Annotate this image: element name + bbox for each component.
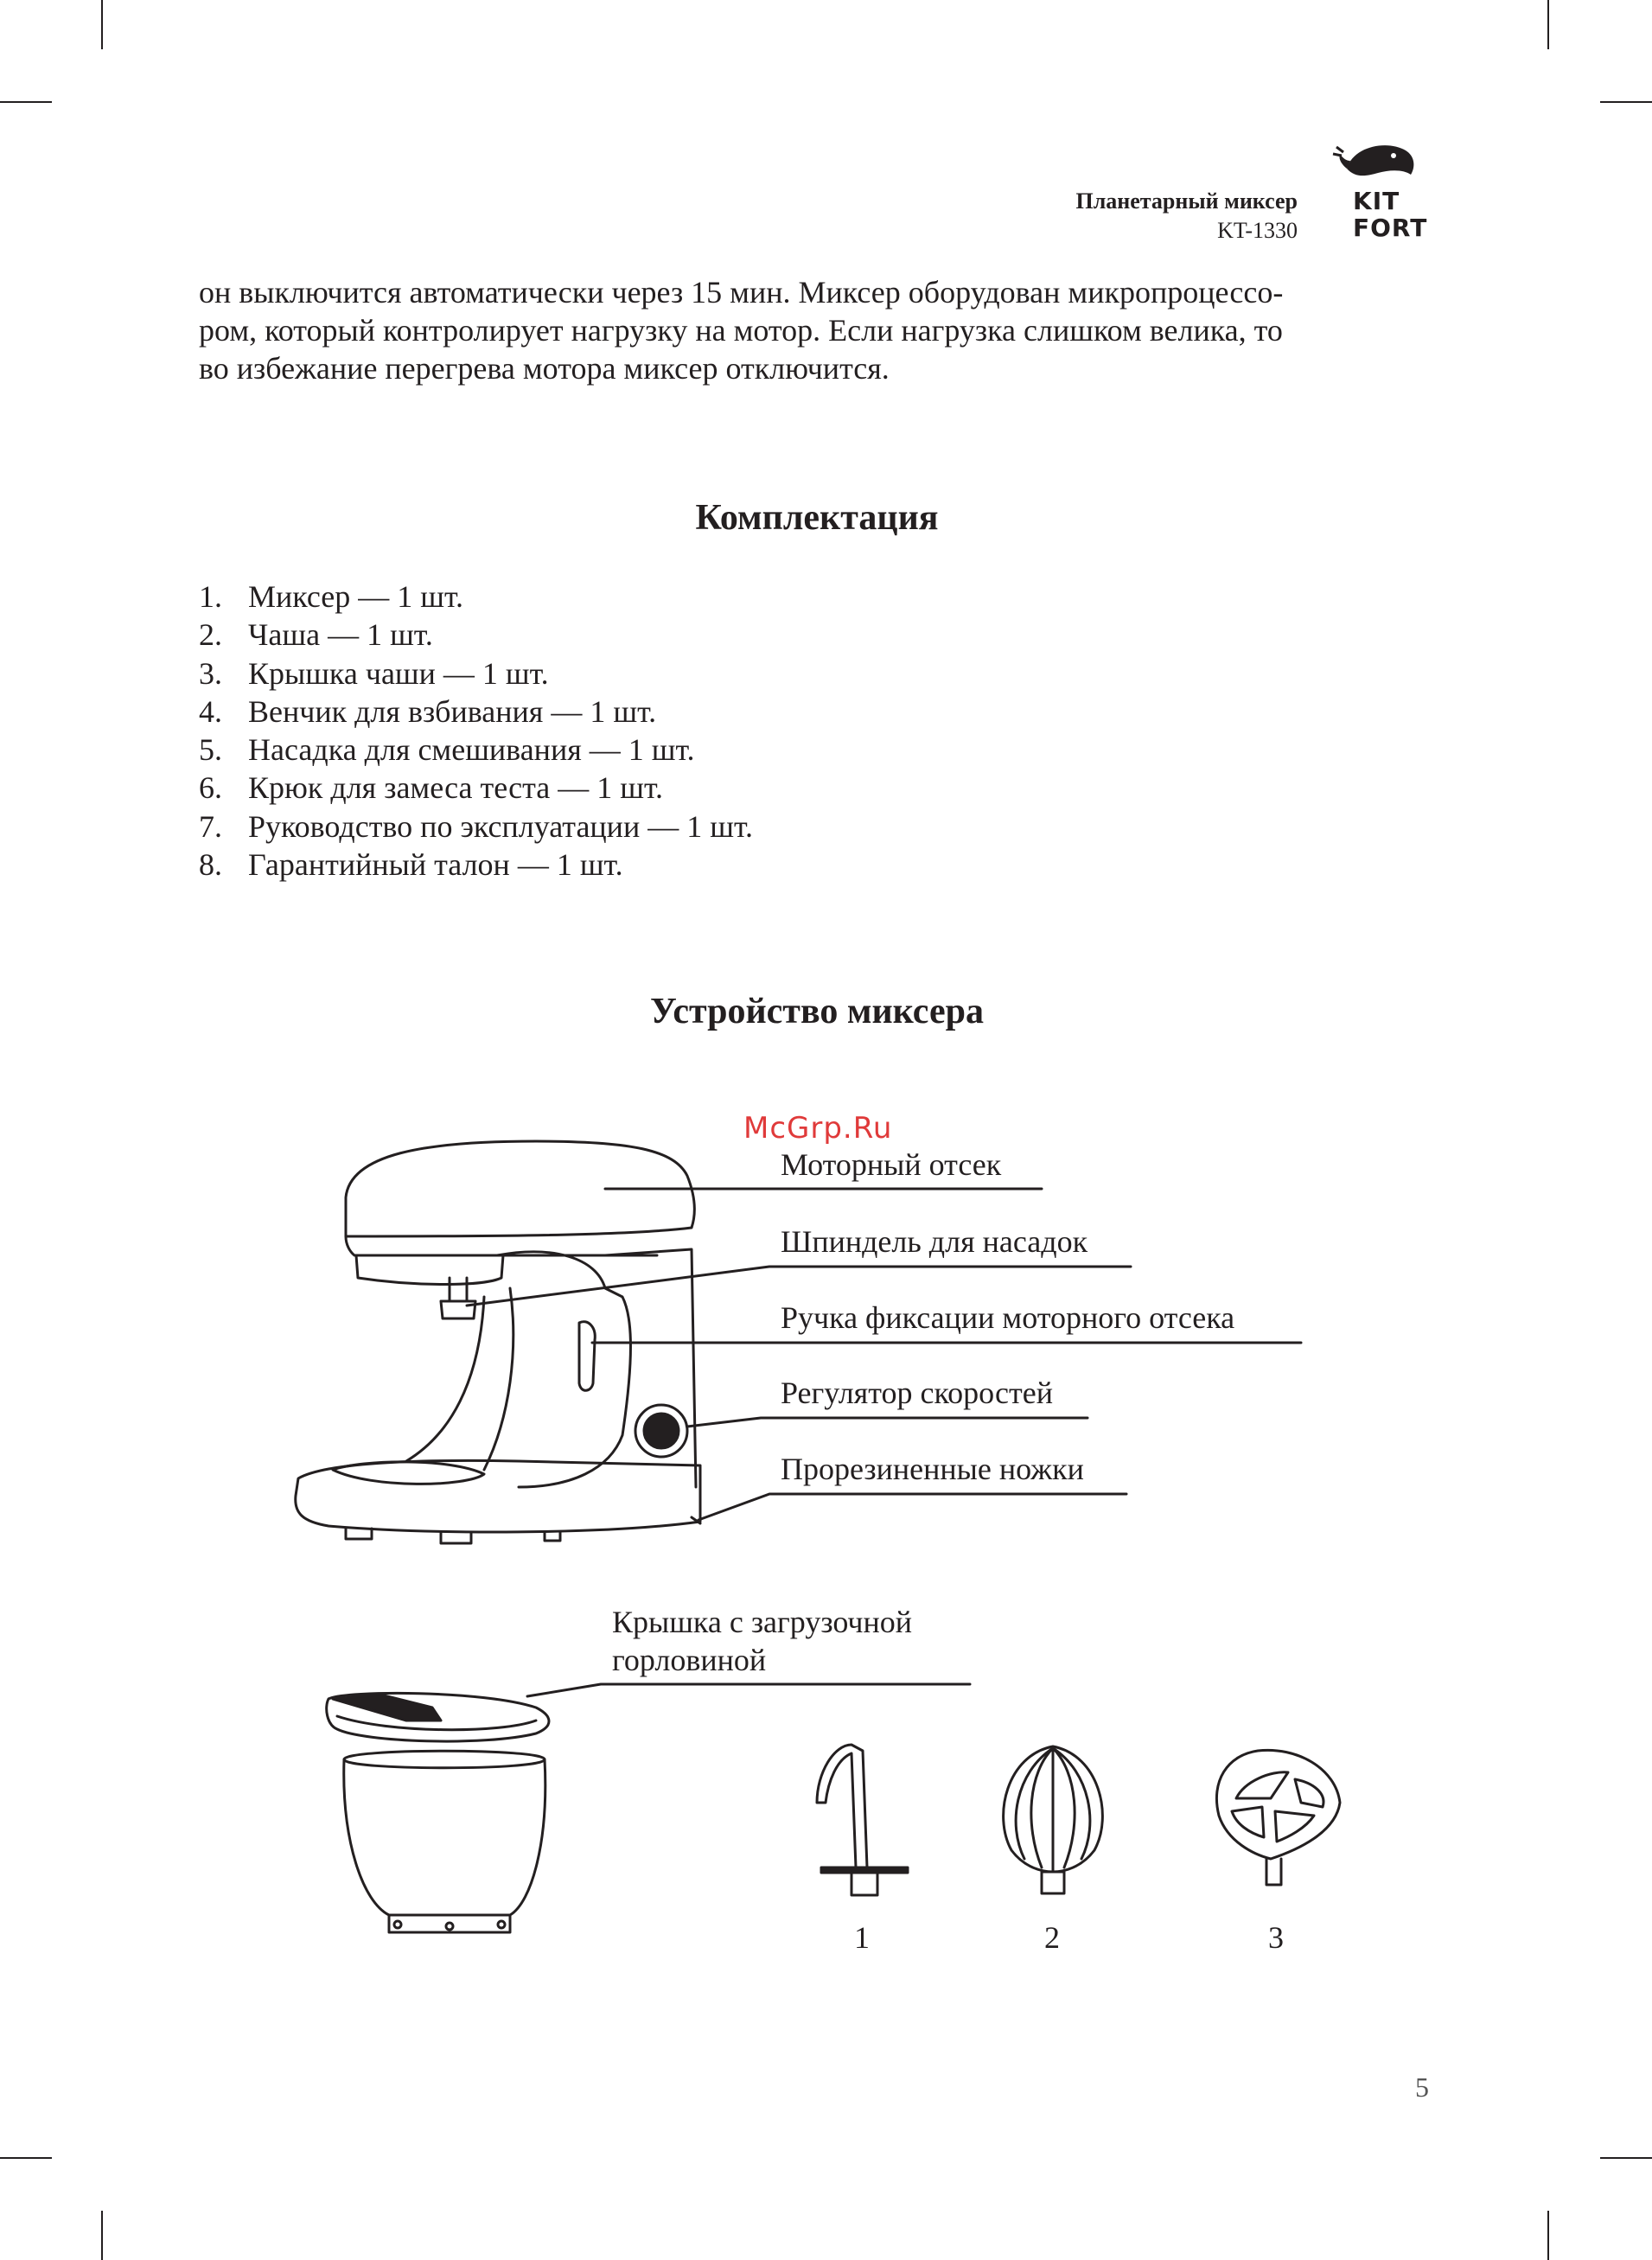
list-item-text: Руководство по эксплуатации — 1 шт.	[248, 808, 753, 844]
list-item-number: 1.	[199, 579, 222, 614]
list-item-text: Венчик для взбивания — 1 шт.	[248, 693, 657, 729]
list-item-number: 6.	[199, 770, 222, 806]
stand-neck	[406, 1297, 484, 1461]
device-heading: Устройство миксера	[650, 992, 984, 1031]
flat-beater-illustration	[1216, 1750, 1340, 1885]
label-spindle: Шпиндель для насадок	[781, 1224, 1088, 1259]
list-item-number: 8.	[199, 847, 222, 883]
head-underside	[356, 1255, 503, 1285]
label-motor-compartment: Моторный отсек	[781, 1147, 1002, 1182]
attachment-number: 2	[1044, 1920, 1060, 1955]
list-item-number: 4.	[199, 693, 222, 729]
logo-line-1: KIT	[1353, 187, 1400, 215]
whisk-illustration	[1004, 1746, 1103, 1893]
list-item-text: Гарантийный талон — 1 шт.	[248, 847, 623, 883]
attachment-number: 3	[1268, 1920, 1284, 1955]
intro-line: ром, который контролирует нагрузку на мотор. Если нагрузка слишком велика, то	[199, 313, 1283, 348]
label-bowl-lid: Крышка с загрузочной	[612, 1605, 913, 1639]
bowl-illustration	[344, 1751, 545, 1932]
label-rubber-feet: Прорезиненные ножки	[781, 1452, 1084, 1486]
bowl-lid-illustration	[327, 1693, 549, 1741]
intro-line: он выключится автоматически через 15 мин. Миксер оборудован микропроцессо-	[199, 275, 1284, 310]
speed-knob-inner	[644, 1414, 679, 1448]
list-item-number: 5.	[199, 732, 222, 768]
stand-inner	[484, 1288, 513, 1470]
label-lock-handle: Ручка фиксации моторного отсека	[781, 1300, 1235, 1335]
list-item-number: 7.	[199, 808, 222, 844]
header-model: KT-1330	[1217, 218, 1298, 243]
label-bowl-lid-line2: горловиной	[612, 1643, 767, 1677]
leader-line	[698, 1494, 1126, 1520]
list-item-text: Крюк для замеса теста — 1 шт.	[248, 770, 663, 806]
base-plate	[333, 1462, 484, 1484]
lock-handle	[579, 1322, 595, 1391]
leader-line	[527, 1684, 970, 1696]
list-item-text: Чаша — 1 шт.	[248, 617, 433, 653]
page-number: 5	[1415, 2072, 1429, 2103]
list-item-number: 3.	[199, 655, 222, 691]
attachment-number: 1	[854, 1920, 870, 1955]
leader-line	[687, 1418, 1088, 1427]
list-item-text: Крышка чаши — 1 шт.	[248, 655, 549, 691]
intro-line: во избежание перегрева мотора миксер отключится.	[199, 351, 890, 386]
list-item-text: Миксер — 1 шт.	[248, 579, 464, 614]
logo-line-2: FORT	[1353, 214, 1428, 242]
label-speed-regulator: Регулятор скоростей	[781, 1376, 1053, 1410]
header-product-title: Планетарный миксер	[1075, 188, 1298, 214]
list-item-text: Насадка для смешивания — 1 шт.	[248, 732, 695, 768]
package-heading: Комплектация	[695, 498, 939, 538]
watermark: McGrp.Ru	[743, 1111, 893, 1146]
dough-hook-illustration	[817, 1745, 908, 1895]
base	[296, 1460, 700, 1532]
list-item-number: 2.	[199, 617, 222, 653]
motor-head-lower	[346, 1236, 657, 1255]
